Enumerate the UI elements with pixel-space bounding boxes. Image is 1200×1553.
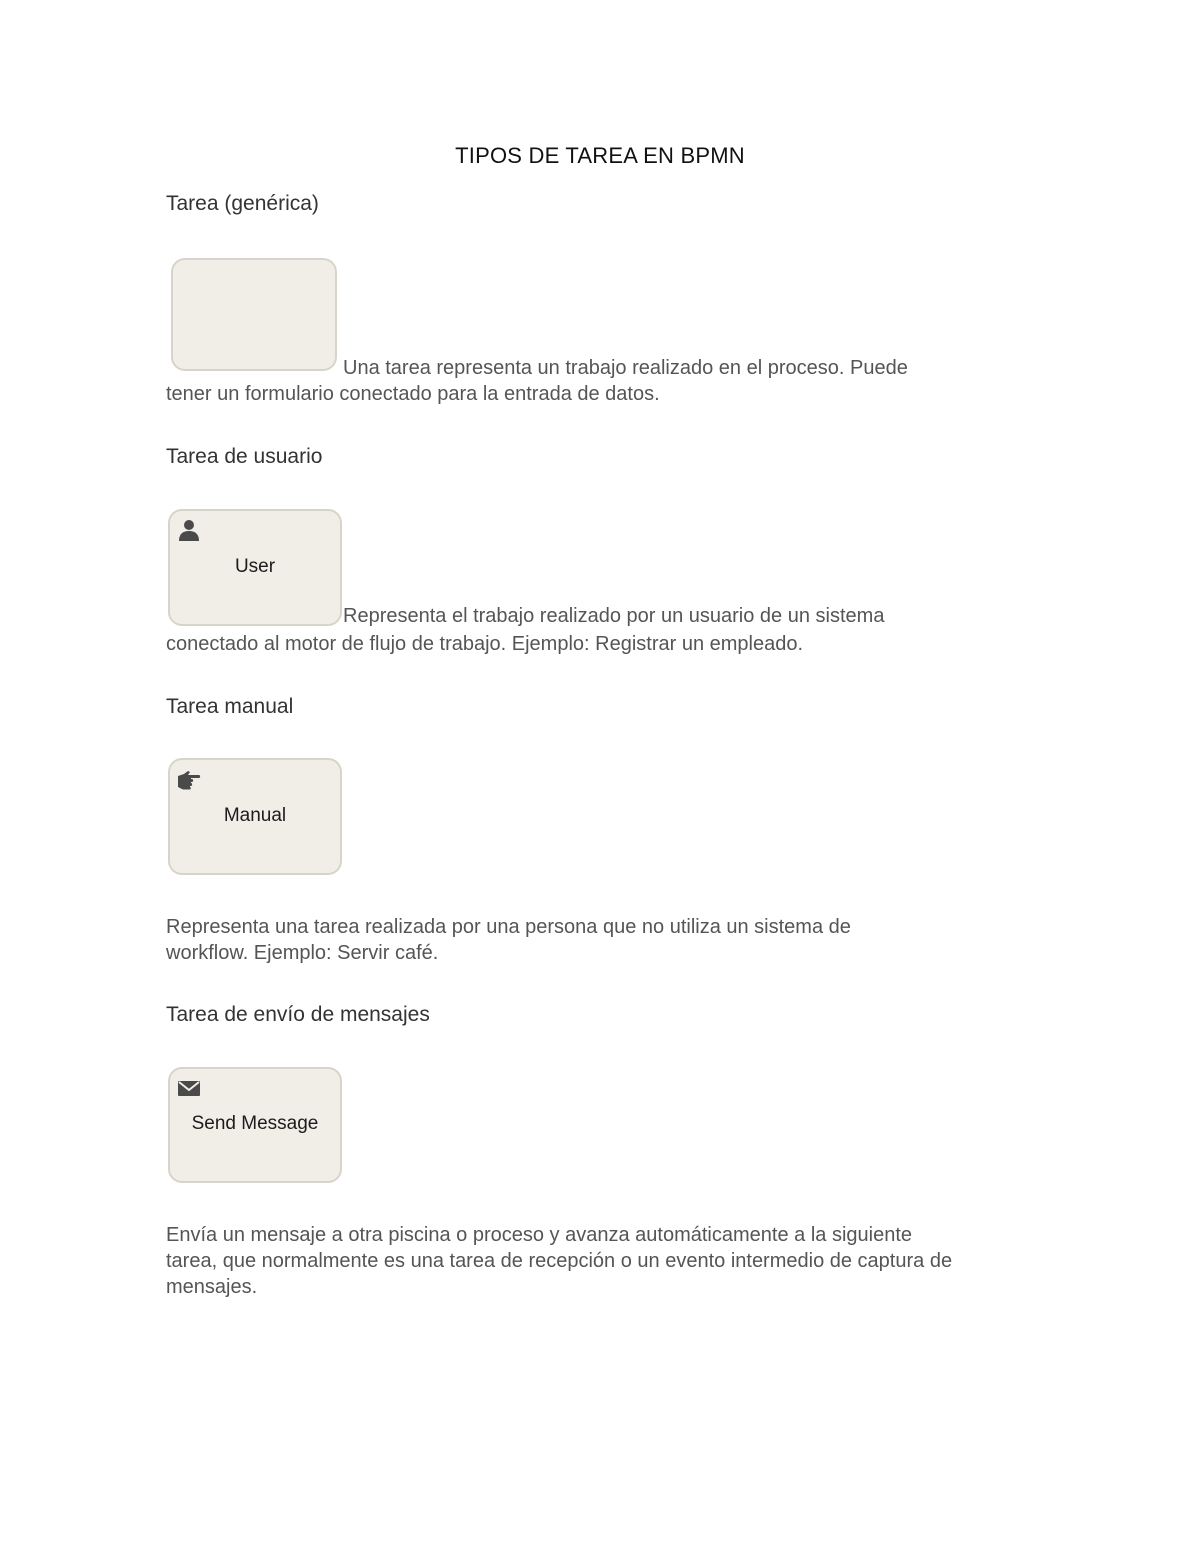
envelope-icon	[176, 1075, 202, 1101]
section-heading-user: Tarea de usuario	[166, 445, 323, 468]
generic-task-description-rest: tener un formulario conectado para la entrada de datos.	[166, 383, 660, 405]
section-heading-send-message: Tarea de envío de mensajes	[166, 1003, 430, 1026]
user-icon	[176, 517, 202, 543]
user-task-shape	[168, 509, 342, 626]
generic-task-description-line1: Una tarea representa un trabajo realizado en el proceso. Puede	[343, 357, 908, 379]
page-title: TIPOS DE TAREA EN BPMN	[455, 143, 745, 168]
manual-task-shape	[168, 758, 342, 875]
section-heading-manual: Tarea manual	[166, 695, 294, 718]
hand-pointer-icon	[176, 766, 202, 792]
generic-task-shape	[171, 258, 337, 371]
manual-task-description-rest: workflow. Ejemplo: Servir café.	[166, 942, 439, 964]
send-message-task-shape	[168, 1067, 342, 1183]
user-task-label: User	[234, 556, 276, 577]
send-message-task-label: Send Message	[191, 1113, 319, 1134]
send-message-task-description-line1: Envía un mensaje a otra piscina o proceso y avanza automáticamente a la siguiente	[166, 1224, 912, 1246]
manual-task-description-line1: Representa una tarea realizada por una persona que no utiliza un sistema de	[166, 916, 851, 938]
user-task-description-rest: conectado al motor de flujo de trabajo. Ejemplo: Registrar un empleado.	[166, 633, 804, 655]
section-heading-generic: Tarea (genérica)	[166, 192, 319, 215]
user-task-description-line1: Representa el trabajo realizado por un usuario de un sistema	[343, 605, 885, 627]
manual-task-description	[166, 914, 1036, 966]
manual-task-label: Manual	[223, 805, 287, 826]
send-message-task-description	[166, 1222, 1036, 1300]
send-message-task-description-rest: tarea, que normalmente es una tarea de recepción o un evento intermedio de captura de mensajes.	[166, 1250, 953, 1298]
